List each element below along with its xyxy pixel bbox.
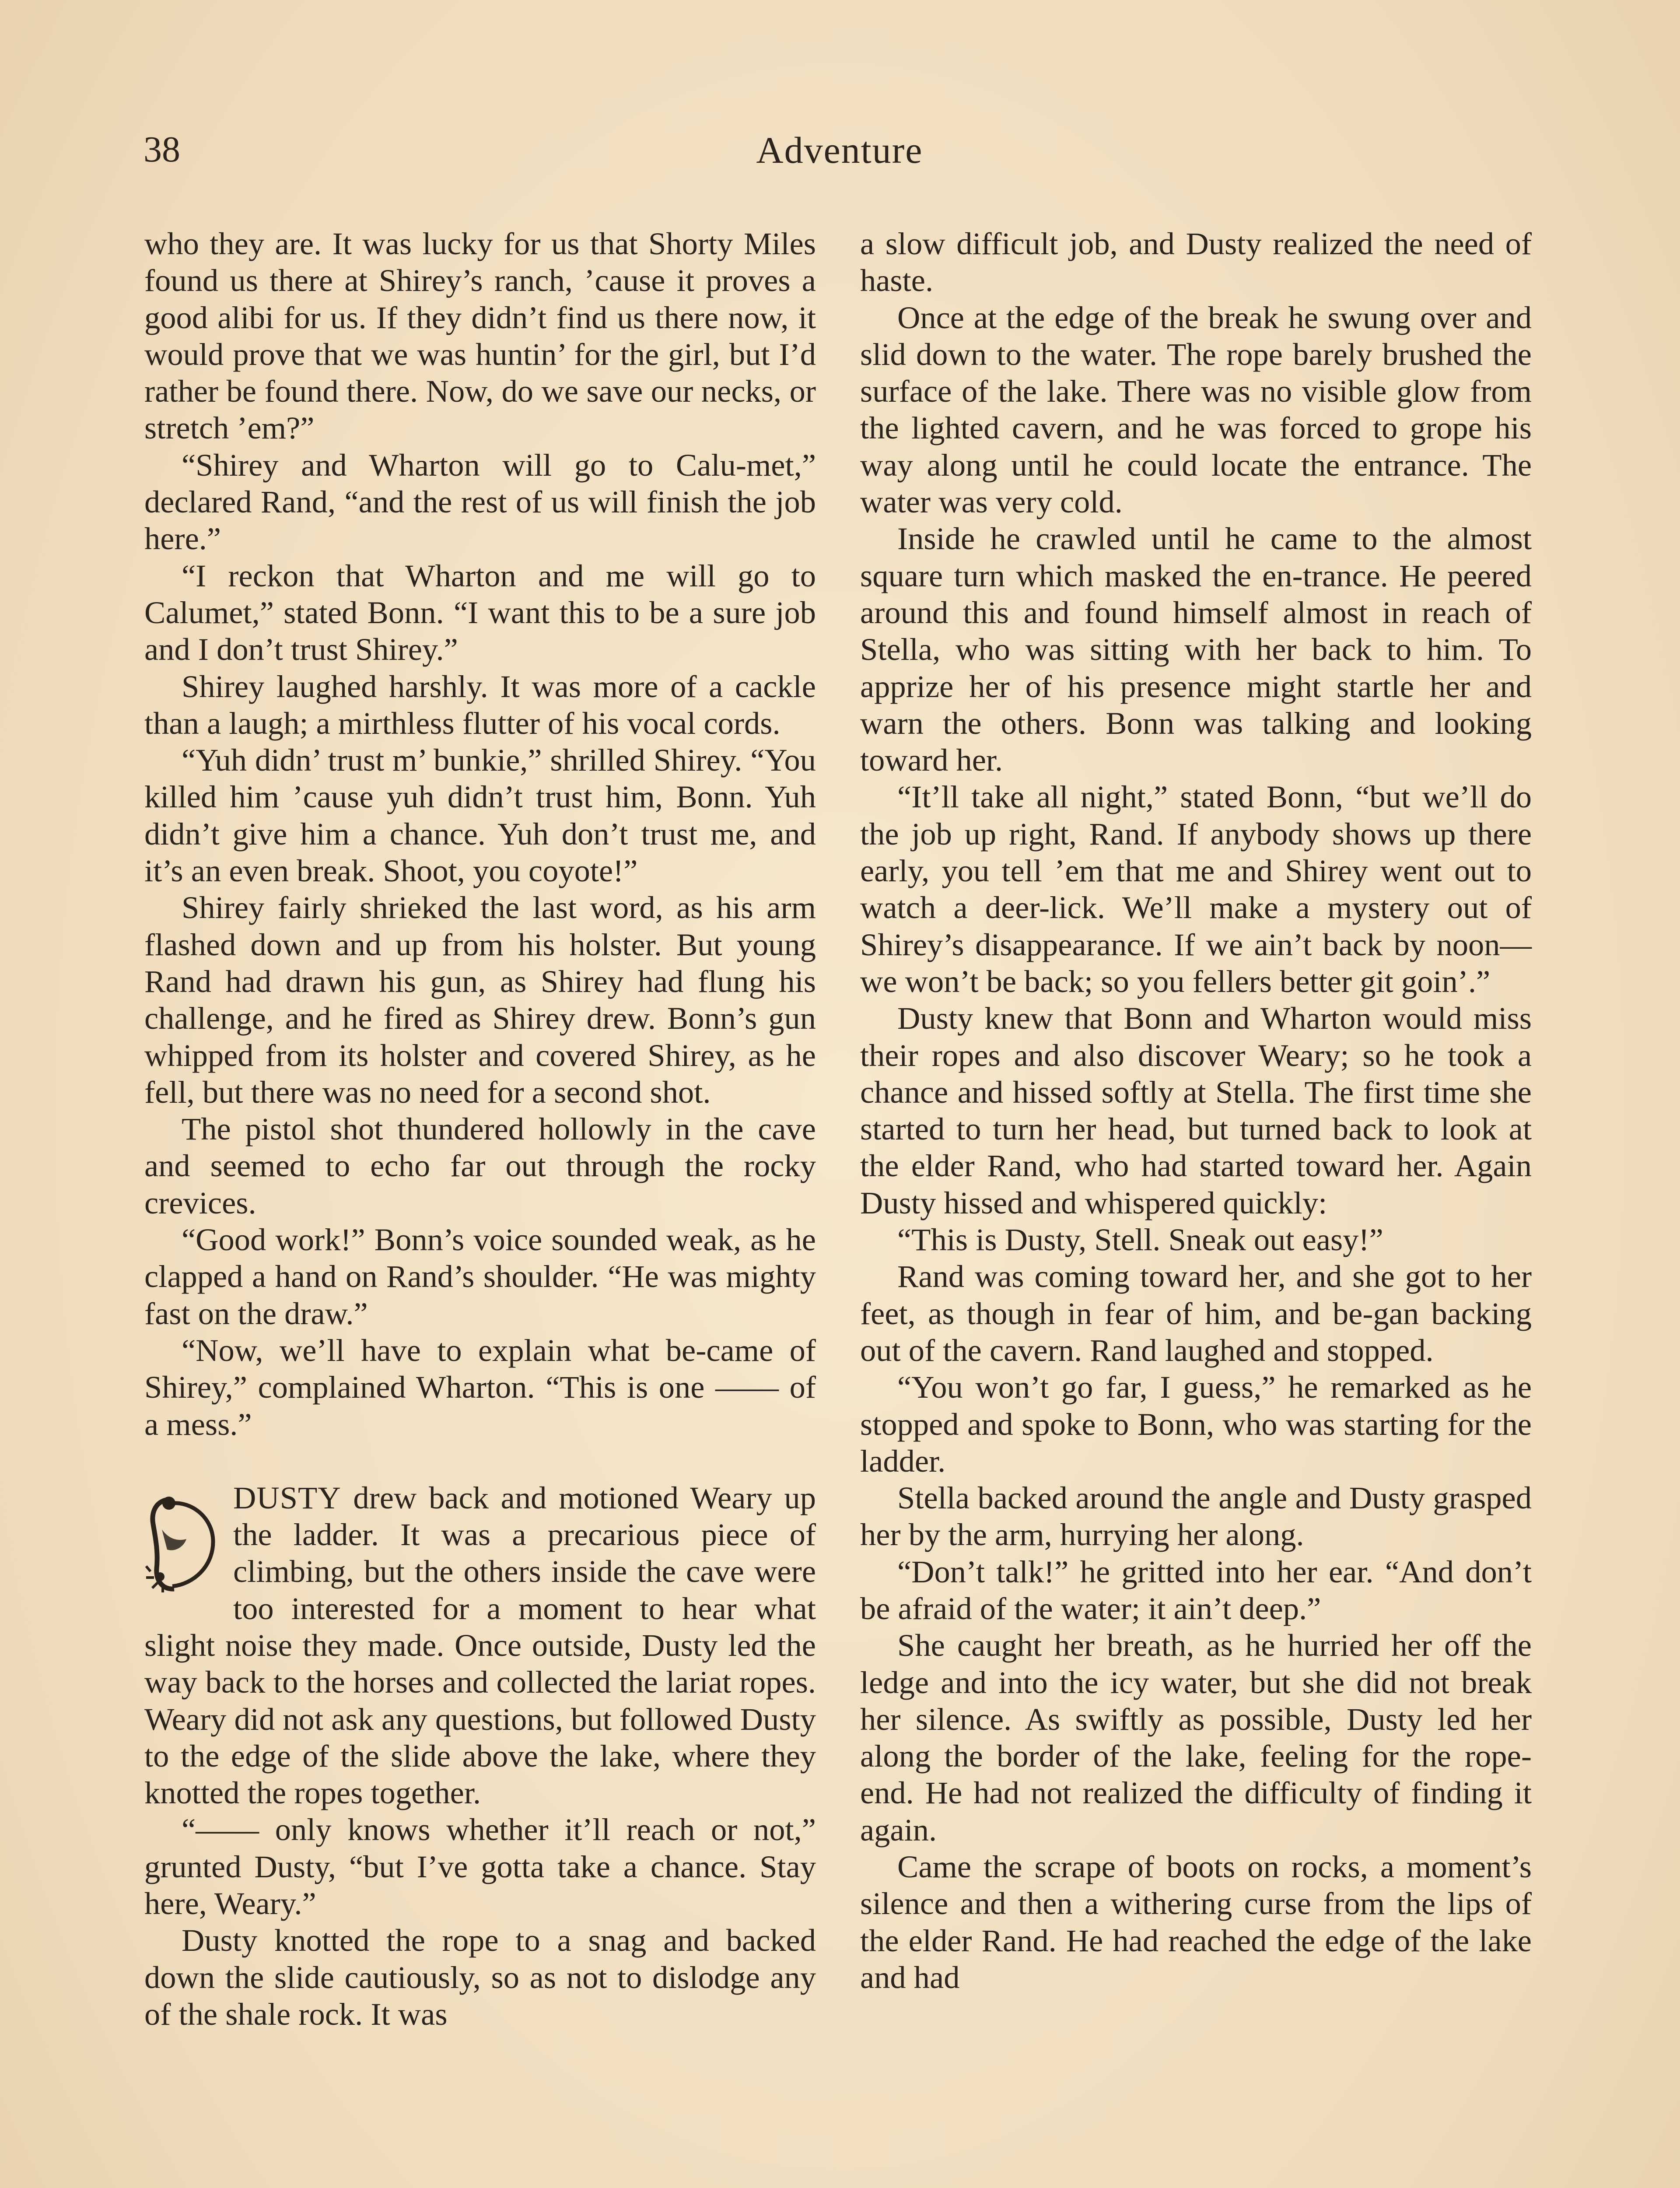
paragraph: “I reckon that Wharton and me will go to Calumet,” stated Bonn. “I want this to be a sure job and I don’t trust Shirey.”: [144, 558, 816, 667]
decorative-initial-d-icon: [141, 1486, 231, 1595]
paragraph-text: drew back and motioned Weary up the ladder. It was a precarious piece of climbing, but the others inside the cave were too interested for a moment to hear what slight noise they made. Once outside, Dusty led the way back to the horses and collected the lariat ropes. Weary did not ask any questions, but followed Dusty to the edge of the slide above the lake, where they knotted the ropes together.: [144, 1480, 816, 1811]
paragraph: Shirey fairly shrieked the last word, as his arm flashed down and up from his holster. But young Rand had drawn his gun, as Shirey had flung his challenge, and he fired as Shirey drew. Bonn’s gun whipped from its holster and covered Shirey, as he fell, but there was no need for a second shot.: [144, 890, 816, 1110]
page-number: 38: [144, 129, 180, 170]
paragraph: “It’ll take all night,” stated Bonn, “but we’ll do the job up right, Rand. If anybody shows up there early, you tell ’em that me and Shirey went out to watch a deer-lick. We’ll make a mystery out of Shirey’s disappearance. If we ain’t back by noon—we won’t be back; so you fellers better git goin’.”: [860, 779, 1532, 999]
paragraph: “Shirey and Wharton will go to Calu-met,” declared Rand, “and the rest of us will finish the job here.”: [144, 447, 816, 557]
paragraph: Once at the edge of the break he swung over and slid down to the water. The rope barely brushed the surface of the lake. There was no visible glow from the lighted cavern, and he was forced to grope his way along until he could locate the entrance. The water was very cold.: [860, 299, 1532, 520]
running-title: Adventure: [756, 129, 923, 171]
paragraph: a slow difficult job, and Dusty realized the need of haste.: [860, 226, 1532, 298]
section-break: [144, 1443, 816, 1480]
paragraph: “Yuh didn’ trust m’ bunkie,” shrilled Shirey. “You killed him ’cause yuh didn’t trust him, Bonn. Yuh didn’t give him a chance. Yuh don’t trust me, and it’s an even break. Shoot, you coyote!”: [144, 742, 816, 889]
paragraph: Dusty knotted the rope to a snag and backed down the slide cautiously, so as not to dislodge any of the shale rock. It was: [144, 1922, 816, 2032]
paragraph: She caught her breath, as he hurried her off the ledge and into the icy water, but she did not break her silence. As swiftly as possible, Dusty led her along the border of the lake, feeling for the rope-end. He had not realized the difficulty of finding it again.: [860, 1627, 1532, 1848]
paragraph: “—— only knows whether it’ll reach or not,” grunted Dusty, “but I’ve gotta take a chance. Stay here, Weary.”: [144, 1812, 816, 1922]
paragraph: “Now, we’ll have to explain what be-came of Shirey,” complained Wharton. “This is one —— of a mess.”: [144, 1332, 816, 1442]
paragraph: The pistol shot thundered hollowly in the cave and seemed to echo far out through the rocky crevices.: [144, 1111, 816, 1220]
paragraph: Inside he crawled until he came to the almost square turn which masked the en-trance. He peered around this and found himself almost in reach of Stella, who was sitting with her back to him. To apprize her of his presence might startle her and warn the others. Bonn was talking and looking toward her.: [860, 521, 1532, 778]
paragraph: Stella backed around the angle and Dusty grasped her by the arm, hurrying her along.: [860, 1480, 1532, 1553]
dropcap-full-word: DUSTY: [233, 1480, 341, 1515]
left-column: [144, 225, 816, 2033]
paragraph: Rand was coming toward her, and she got to her feet, as though in fear of him, and be-gan backing out of the cavern. Rand laughed and stopped.: [860, 1259, 1532, 1368]
paragraph: “Good work!” Bonn’s voice sounded weak, as he clapped a hand on Rand’s shoulder. “He was mighty fast on the draw.”: [144, 1222, 816, 1331]
paragraph: who they are. It was lucky for us that Shorty Miles found us there at Shirey’s ranch, ’cause it proves a good alibi for us. If they didn’t find us there now, it would prove that we was huntin’ for the girl, but I’d rather be found there. Now, do we save our necks, or stretch ’em?”: [144, 226, 816, 446]
paragraph: “Don’t talk!” he gritted into her ear. “And don’t be afraid of the water; it ain’t deep.”: [860, 1553, 1532, 1626]
dropcap-paragraph: [144, 1480, 816, 1812]
paragraph: “You won’t go far, I guess,” he remarked as he stopped and spoke to Bonn, who was starting for the ladder.: [860, 1369, 1532, 1479]
paragraph: “This is Dusty, Stell. Sneak out easy!”: [897, 1222, 1383, 1258]
right-column: [860, 225, 1532, 1996]
page-header: [144, 131, 1536, 188]
paragraph: Came the scrape of boots on rocks, a moment’s silence and then a withering curse from the lips of the elder Rand. He had reached the edge of the lake and had: [860, 1849, 1532, 1995]
paragraph: Shirey laughed harshly. It was more of a cackle than a laugh; a mirthless flutter of his vocal cords.: [144, 668, 816, 741]
paragraph: Dusty knew that Bonn and Wharton would miss their ropes and also discover Weary; so he took a chance and hissed softly at Stella. The first time she started to turn her head, but turned back to look at the elder Rand, who had started toward her. Again Dusty hissed and whispered quickly:: [860, 1000, 1532, 1220]
